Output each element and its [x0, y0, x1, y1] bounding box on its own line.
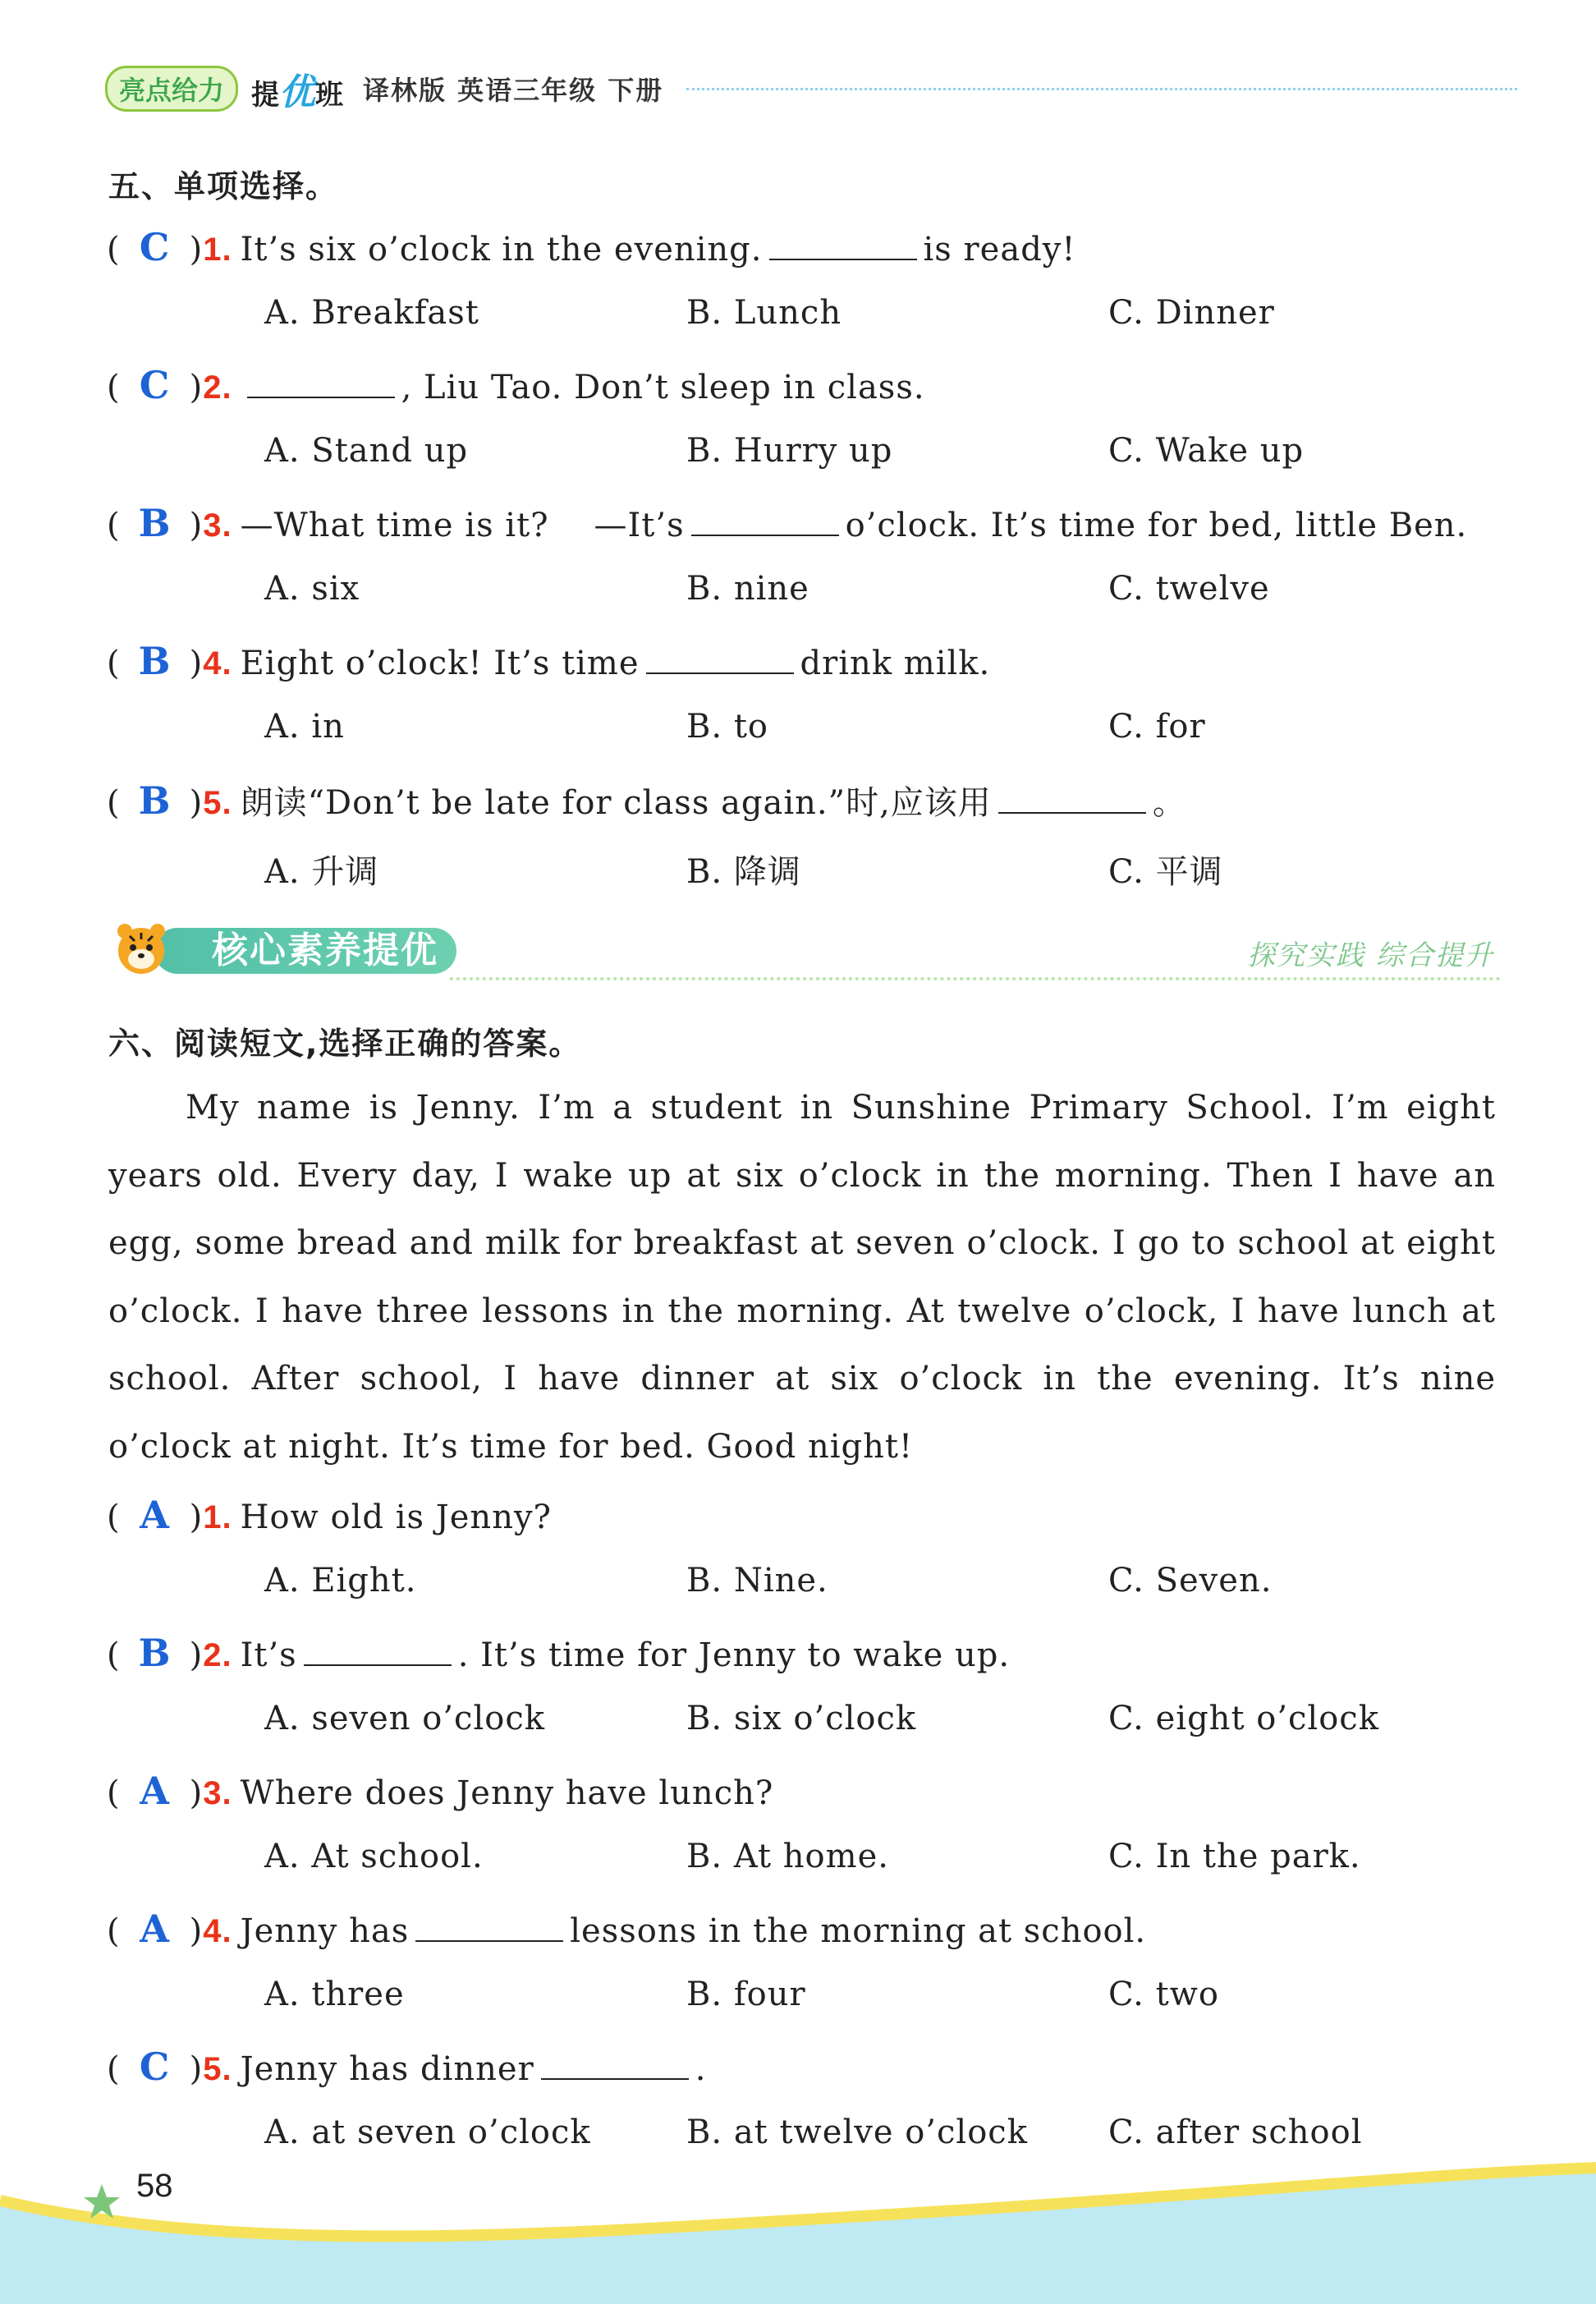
answer-mark: C — [139, 2045, 171, 2089]
banner-divider — [450, 977, 1501, 980]
option-b: B. six o’clock — [686, 1700, 917, 1737]
option-a: A. Stand up — [264, 432, 469, 470]
option-b: B. at twelve o’clock — [686, 2114, 1028, 2151]
answer-mark: B — [138, 639, 172, 683]
option-c: C. for — [1108, 708, 1206, 746]
option-c: C. two — [1108, 1976, 1220, 2013]
section6-title: 六、阅读短文,选择正确的答案。 — [108, 1026, 582, 1062]
series-badge: 亮点给力 — [105, 66, 238, 112]
option-a: A. six — [264, 570, 360, 608]
section6-question-4: ( A )4. Jenny has lessons in the morning at school. — [107, 1907, 1147, 1951]
answer-mark: C — [139, 363, 171, 407]
option-a: A. at seven o’clock — [264, 2114, 591, 2151]
answer-mark: A — [140, 1769, 170, 1813]
option-b: B. Lunch — [686, 294, 842, 332]
option-a: A. Breakfast — [264, 294, 479, 332]
banner-subtitle: 探究实践 综合提升 — [1247, 939, 1494, 972]
option-c: C. Seven. — [1108, 1562, 1273, 1599]
option-a: A. 升调 — [264, 853, 379, 891]
option-c: C. after school — [1108, 2114, 1363, 2151]
banner-title: 核心素养提优 — [154, 928, 456, 974]
answer-mark: B — [138, 501, 172, 545]
section6-question-2: ( B )2. It’s . It’s time for Jenny to wake up. — [107, 1631, 1011, 1675]
answer-mark: B — [138, 1631, 172, 1675]
answer-blank — [646, 648, 794, 674]
section6-question-3: ( A )3. Where does Jenny have lunch? — [107, 1769, 774, 1813]
option-a: A. seven o’clock — [264, 1700, 545, 1737]
section6-question-1: ( A )1. How old is Jenny? — [107, 1493, 552, 1537]
header-divider — [686, 88, 1517, 90]
answer-mark: C — [139, 225, 171, 269]
section5-question-2: ( C )2. , Liu Tao. Don’t sleep in class. — [107, 363, 925, 407]
option-b: B. four — [686, 1976, 806, 2013]
answer-blank — [769, 234, 917, 260]
reading-passage: My name is Jenny. I’m a student in Sunshine Primary School. I’m eight years old. Every day, I wake up at six o’clock in the morning. Then I have an egg, some bread and milk for breakfast at seven o’clock. I go to school at eight o’clock. I have three lessons in the morning. At twelve o’clock, I have lunch at school. After school, I have dinner at six o’clock in the evening. It’s nine o’clock at night. It’s time for bed. Good night! — [108, 1089, 1496, 1466]
option-c: C. twelve — [1108, 570, 1270, 608]
answer-mark: A — [140, 1493, 170, 1537]
section6-question-5: ( C )5. Jenny has dinner . — [107, 2045, 707, 2089]
answer-blank — [998, 787, 1146, 814]
section5-question-4: ( B )4. Eight o’clock! It’s time drink milk. — [107, 639, 991, 683]
option-c: C. 平调 — [1108, 853, 1223, 891]
edition-label: 译林版 英语三年级 下册 — [363, 75, 664, 106]
option-b: B. At home. — [686, 1838, 889, 1875]
option-c: C. In the park. — [1108, 1838, 1361, 1875]
option-a: A. Eight. — [264, 1562, 417, 1599]
footer-wave — [0, 2135, 1596, 2304]
answer-blank — [691, 510, 839, 536]
option-b: B. to — [686, 708, 768, 746]
answer-blank — [541, 2054, 689, 2080]
section5-question-5: ( B )5. 朗读“Don’t be late for class again.”时,应该用 。 — [107, 778, 1186, 823]
answer-mark: A — [140, 1907, 170, 1951]
page-number: 58 — [136, 2168, 173, 2204]
answer-blank — [247, 372, 395, 398]
answer-mark: B — [138, 778, 172, 823]
core-literacy-banner — [105, 918, 1501, 984]
answer-blank — [415, 1916, 563, 1942]
section5-question-1: ( C )1. It’s six o’clock in the evening. is ready! — [107, 225, 1076, 269]
brand-title: 提优班 — [251, 71, 344, 113]
option-a: A. three — [264, 1976, 405, 2013]
option-c: C. eight o’clock — [1108, 1700, 1379, 1737]
option-c: C. Wake up — [1108, 432, 1305, 470]
option-a: A. At school. — [264, 1838, 484, 1875]
option-b: B. 降调 — [686, 853, 801, 891]
section5-title: 五、单项选择。 — [108, 168, 339, 204]
option-b: B. Hurry up — [686, 432, 893, 470]
page-header — [105, 64, 1517, 113]
tiger-icon — [105, 918, 179, 984]
option-b: B. Nine. — [686, 1562, 828, 1599]
option-b: B. nine — [686, 570, 809, 608]
answer-blank — [304, 1640, 452, 1666]
option-c: C. Dinner — [1108, 294, 1275, 332]
section5-question-3: ( B )3. —What time is it? —It’s o’clock. It’s time for bed, little Ben. — [107, 501, 1468, 545]
option-a: A. in — [264, 708, 345, 746]
